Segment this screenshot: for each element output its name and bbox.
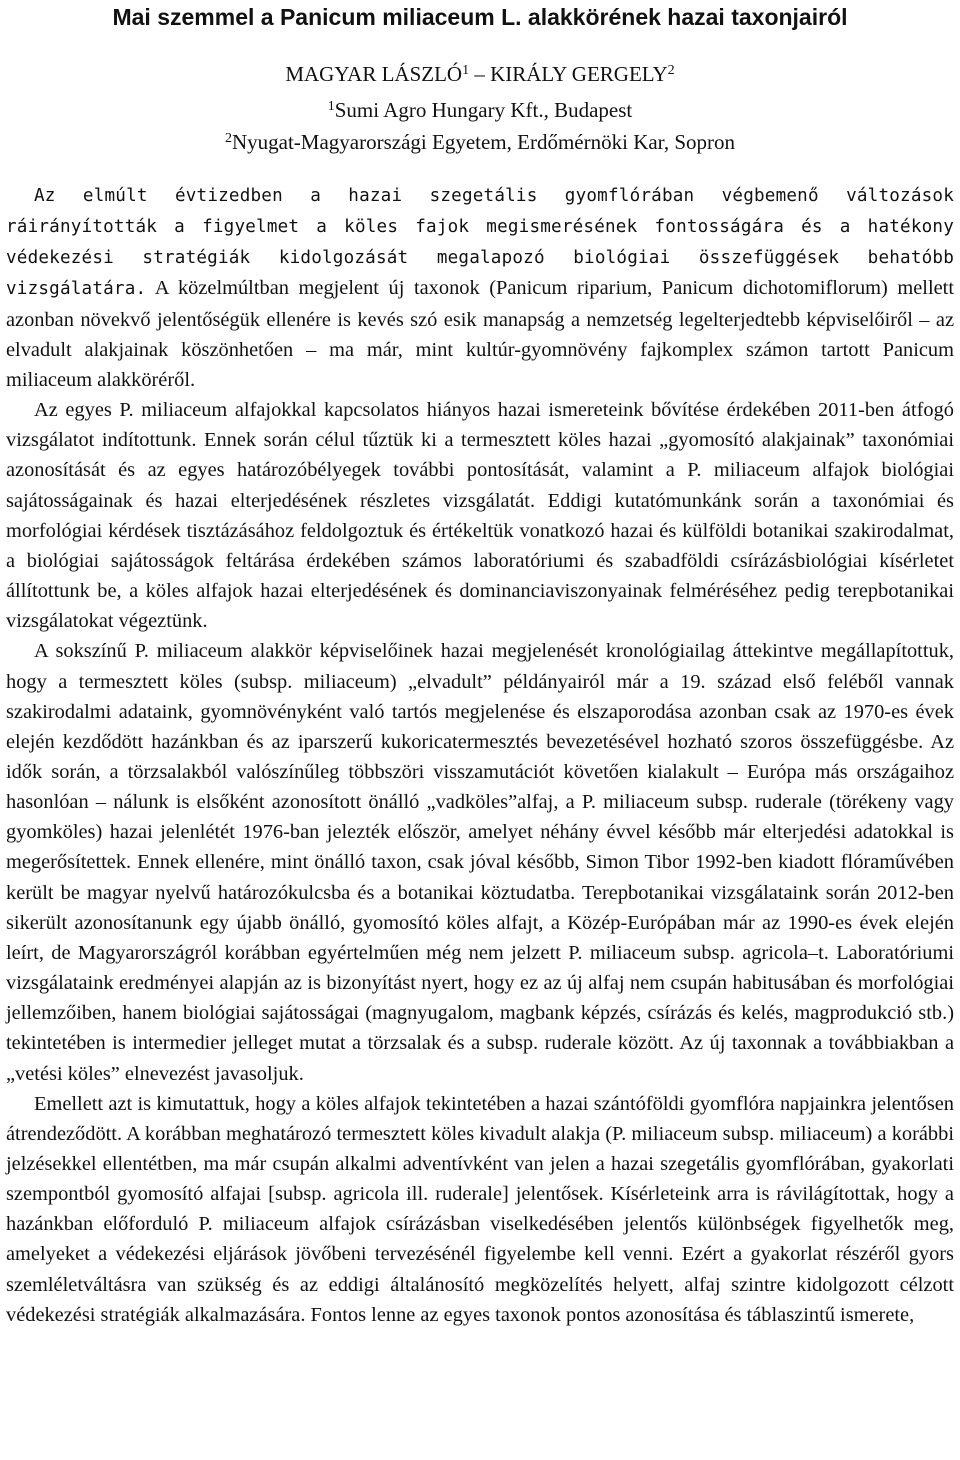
- abstract-paragraph-1-intro: Az elmúlt évtizedben a hazai szegetális gyomflórában végbemenő változások ráirányították a figyelmet a köles fajok megismerésének fontosságára és a hatékony védekezési stratégiák kidolgozását megalapozó biológiai összefüggések behatóbb vizsgálatára.: [6, 186, 954, 300]
- author-second-sup: 2: [667, 63, 675, 78]
- affiliation-2: [0, 128, 960, 156]
- affiliation-1: [0, 96, 960, 124]
- abstract-paragraph-2: Az egyes P. miliaceum alfajokkal kapcsolatos hiányos hazai ismereteink bővítése érdekében 2011-ben átfogó vizsgálatot indítottunk. Ennek során célul tűztük ki a termesztett köles hazai „gyomosító alakjainak” taxonómiai azonosítását és az egyes határozóbélyegek további pontosítását, valamint a P. miliaceum alfajok biológiai sajátosságainak és hazai elterjedésének részletes vizsgálatát. Eddigi kutatómunkánk során a taxonómiai és morfológiai kérdések tisztázásához feldolgoztuk és értékeltük vonatkozó hazai és külföldi botanikai szakirodalmat, a biológiai sajátosságok feltárása érdekében számos laboratóriumi és szabadföldi csírázásbiológiai kísérletet állítottunk be, a köles alfajok hazai elterjedésének és dominanciaviszonyainak felméréséhez pedig terepbotanikai vizsgálatokat végeztünk.: [6, 399, 954, 633]
- abstract-paragraph-3: A sokszínű P. miliaceum alakkör képviselőinek hazai megjelenését kronológiailag áttekintve megállapítottuk, hogy a termesztett köles (subsp. miliaceum) „elvadult” példányairól már a 19. század első feléből vannak szakirodalmi adataink, gyomnövényként való tartós megjelenése és elszaporodása azonban csak az 1970-es évek elején kezdődött hazánkban és az iparszerű kukoricatermesztés bevezetésével hozható szoros összefüggésbe. Az idők során, a törzsalakból valószínűleg többszöri visszamutációt követően kialakult – Európa más országaihoz hasonlóan – nálunk is elsőként azonosított önálló „vadköles”alfaj, a P. miliaceum subsp. ruderale (törékeny vagy gyomköles) hazai jelenlétét 1976-ban jelezték először, amelyet néhány évvel később már elterjedési adatokkal is megerősítettek. Ennek ellenére, mint önálló taxon, csak jóval később, Simon Tibor 1992-ben kiadott flóraművében került be magyar nyelvű határozókulcsba és a botanikai köztudatba. Terepbotanikai vizsgálataink során 2012-ben sikerült azonosítanunk egy újabb önálló, gyomosító köles alfajt, a Közép-Európában már az 1990-es évek elején leírt, de Magyarországról korábban egyértelműen még nem jelzett P. miliaceum subsp. agricola–t. Laboratóriumi vizsgálataink eredményei alapján az is bizonyítást nyert, hogy ez az új alfaj nem csupán habitusában és morfológiai jellemzőiben, hanem biológiai sajátosságai (magnyugalom, magbank képzés, csírázás és kelés, magprodukció stb.) tekintetében is intermedier jelleget mutat a törzsalak és a subsp. ruderale között. Az új taxonnak a továbbiakban a „vetési köles” elnevezést javasoljuk.: [6, 640, 954, 1085]
- document-title: Mai szemmel a Panicum miliaceum L. alakkörének hazai taxonjairól: [112, 4, 848, 30]
- affiliation-2-text: Nyugat-Magyarországi Egyetem, Erdőmérnöki Kar, Sopron: [231, 130, 735, 154]
- abstract-body: [6, 180, 954, 1330]
- author-separator: –: [469, 62, 491, 86]
- affiliation-2-sup: 2: [224, 131, 232, 146]
- author-first: MAGYAR LÁSZLÓ: [285, 62, 463, 86]
- author-first-sup: 1: [462, 63, 470, 78]
- affiliation-1-text: Sumi Agro Hungary Kft., Budapest: [334, 98, 633, 122]
- abstract-paragraph-1-rest: A közelmúltban megjelent új taxonok (Panicum riparium, Panicum dichotomiflorum) mellett azonban növekvő jelentőségük ellenére is kevés szó esik manapság a nemzetség legelterjedtebb képviselőiről – az elvadult alakjainak köszönhetően – ma már, mint kultúr-gyomnövény fajkomplex számon tartott Panicum miliaceum alakköréről.: [6, 277, 954, 391]
- authors-line: [0, 60, 960, 88]
- abstract-paragraph-1: [6, 180, 954, 395]
- author-second: KIRÁLY GERGELY: [490, 62, 668, 86]
- abstract-paragraph-4: Emellett azt is kimutattuk, hogy a köles alfajok tekintetében a hazai szántóföldi gyomflóra napjainkra jelentősen átrendeződött. A korábban meghatározó termesztett köles kivadult alakja (P. miliaceum subsp. miliaceum) a korábbi jelzésekkel ellentétben, ma már csupán alkalmi adventívként van jelen a hazai szegetális gyomflórában, gyakorlati szempontból gyomosító alfajai [subsp. agricola ill. ruderale] jelentősek. Kísérleteink arra is rávilágítottak, hogy a hazánkban előforduló P. miliaceum alfajok csírázásban viselkedésében jelentős különbségek figyelhetők meg, amelyeket a védekezési eljárások jövőbeni tervezésénél figyelembe kell venni. Ezért a gyakorlat részéről gyors szemléletváltásra van szükség és az eddigi általánosító megközelítés helyett, alfaj szintre kidolgozott célzott védekezési stratégiák alkalmazására. Fontos lenne az egyes taxonok pontos azonosítása és táblaszintű ismerete,: [6, 1092, 954, 1326]
- affiliation-1-sup: 1: [327, 99, 335, 114]
